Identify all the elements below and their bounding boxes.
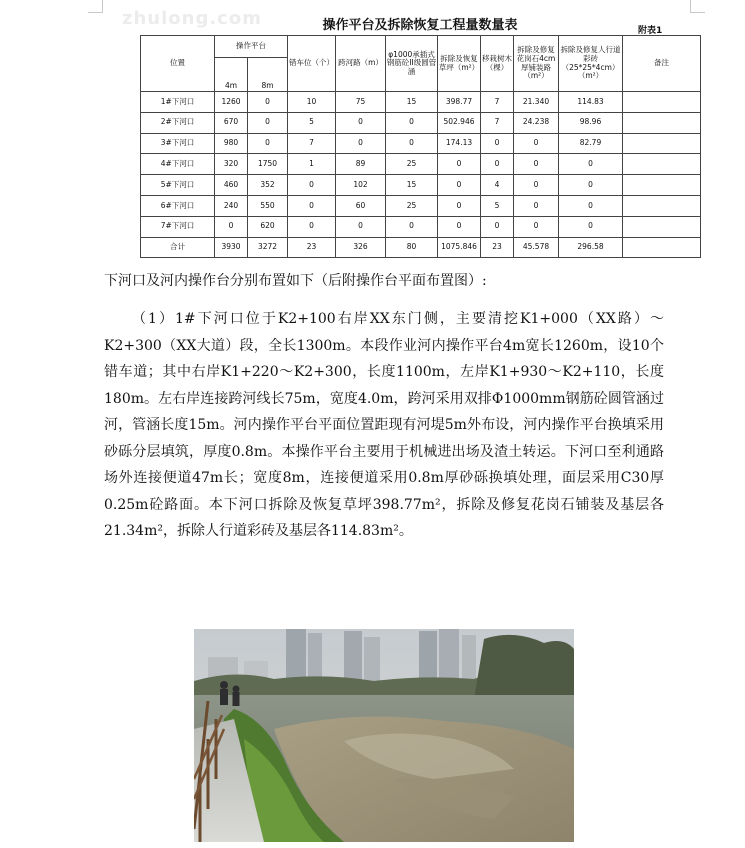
header-platform-8m: 8m <box>248 58 288 92</box>
table-cell-culvert: 0 <box>386 133 438 154</box>
table-cell-lawn: 0 <box>438 175 481 196</box>
header-platform-4m: 4m <box>215 58 248 92</box>
table-cell-position: 3#下河口 <box>141 133 215 154</box>
table-cell-culvert: 0 <box>386 112 438 133</box>
table-cell-remark <box>623 112 701 133</box>
table-cell-road: 0 <box>336 216 386 237</box>
table-cell-road: 60 <box>336 195 386 216</box>
table-cell-position: 合计 <box>141 237 215 258</box>
table-cell-granite: 0 <box>514 175 559 196</box>
table-cell-sidewalk: 82.79 <box>559 133 623 154</box>
table-cell-granite: 24.238 <box>514 112 559 133</box>
table-cell-bay: 5 <box>288 112 336 133</box>
description-block <box>104 306 664 545</box>
table-cell-granite: 0 <box>514 154 559 175</box>
table-cell-bay: 0 <box>288 195 336 216</box>
table-cell-lawn: 1075.846 <box>438 237 481 258</box>
table-cell-granite: 45.578 <box>514 237 559 258</box>
table-cell-m4: 670 <box>215 112 248 133</box>
table-cell-trees: 4 <box>481 175 514 196</box>
header-platform: 操作平台 <box>215 36 288 58</box>
photo-image <box>194 629 574 842</box>
header-sidewalk: 拆除及修复人行道彩砖（25*25*4cm）（m²） <box>559 36 623 92</box>
table-cell-remark <box>623 154 701 175</box>
table-cell-remark <box>623 133 701 154</box>
table-cell-m8: 0 <box>248 133 288 154</box>
header-granite: 拆除及修复花岗石4cm厚铺装路（m²） <box>514 36 559 92</box>
table-cell-culvert: 0 <box>386 216 438 237</box>
table-cell-trees: 23 <box>481 237 514 258</box>
table-cell-road: 326 <box>336 237 386 258</box>
table-cell-culvert: 15 <box>386 92 438 113</box>
table-cell-lawn: 0 <box>438 154 481 175</box>
header-lawn: 拆除及恢复草坪（m²） <box>438 36 481 92</box>
header-trees: 移栽树木（棵） <box>481 36 514 92</box>
table-cell-m8: 352 <box>248 175 288 196</box>
table-cell-granite: 21.340 <box>514 92 559 113</box>
table-cell-trees: 7 <box>481 92 514 113</box>
table-cell-sidewalk: 0 <box>559 216 623 237</box>
table-cell-m4: 320 <box>215 154 248 175</box>
table-row <box>141 112 701 133</box>
table-cell-sidewalk: 0 <box>559 154 623 175</box>
table-row <box>141 92 701 113</box>
header-passing-bay: 错车位（个） <box>288 36 336 92</box>
watermark: zhulong.com <box>122 8 262 29</box>
table-row <box>141 133 701 154</box>
table-cell-m8: 620 <box>248 216 288 237</box>
table-row <box>141 195 701 216</box>
table-cell-culvert: 80 <box>386 237 438 258</box>
table-cell-trees: 0 <box>481 154 514 175</box>
table-cell-m8: 1750 <box>248 154 288 175</box>
table-cell-trees: 5 <box>481 195 514 216</box>
table-cell-m4: 460 <box>215 175 248 196</box>
table-cell-culvert: 25 <box>386 195 438 216</box>
table-cell-trees: 7 <box>481 112 514 133</box>
description-paragraph: （1）1#下河口位于K2+100右岸XX东门侧，主要清挖K1+000（XX路）～K2+300（XX大道）段，全长1300m。本段作业河内操作平台4m宽长1260m，设10个错车道；其中右岸K1+220～K2+300，长度1100m，左岸K1+930～K2+110，长度180m。左右岸连接跨河线长75m，宽度4.0m，跨河采用双排Φ1000mm钢筋砼圆管涵过河，管涵长度15m。河内操作平台平面位置距现有河堤5m外布设，河内操作平台换填采用砂砾分层填筑，厚度0.8m。本操作平台主要用于机械进出场及渣土转运。下河口至利通路场外连接便道47m长；宽度8m，连接便道采用0.8m厚砂砾换填处理，面层采用C30厚0.25m砼路面。本下河口拆除及恢复草坪398.77m²，拆除及修复花岗石铺装及基层各21.34m²，拆除人行道彩砖及基层各114.83m²。 <box>104 311 664 539</box>
table-cell-m8: 0 <box>248 112 288 133</box>
table-cell-bay: 23 <box>288 237 336 258</box>
table-cell-position: 7#下河口 <box>141 216 215 237</box>
table-appendix-label: 附表1 <box>638 26 663 36</box>
header-position: 位置 <box>141 36 215 92</box>
table-cell-m4: 0 <box>215 216 248 237</box>
table-cell-remark <box>623 237 701 258</box>
table-cell-m4: 240 <box>215 195 248 216</box>
table-cell-remark <box>623 92 701 113</box>
table-cell-remark <box>623 216 701 237</box>
table-cell-granite: 0 <box>514 195 559 216</box>
table-cell-lawn: 398.77 <box>438 92 481 113</box>
table-cell-lawn: 0 <box>438 216 481 237</box>
header-remark: 备注 <box>623 36 701 92</box>
table-cell-position: 2#下河口 <box>141 112 215 133</box>
table-cell-road: 0 <box>336 112 386 133</box>
table-cell-sidewalk: 0 <box>559 175 623 196</box>
header-culvert: φ1000承插式钢筋砼II级圆管涵 <box>386 36 438 92</box>
table-cell-remark <box>623 175 701 196</box>
table-cell-m4: 3930 <box>215 237 248 258</box>
table-cell-road: 75 <box>336 92 386 113</box>
table-title: 操作平台及拆除恢复工程量数量表 <box>322 18 518 33</box>
table-cell-lawn: 0 <box>438 195 481 216</box>
table-cell-bay: 10 <box>288 92 336 113</box>
table-cell-position: 5#下河口 <box>141 175 215 196</box>
table-row <box>141 237 701 258</box>
table-cell-sidewalk: 114.83 <box>559 92 623 113</box>
table-cell-position: 6#下河口 <box>141 195 215 216</box>
table-cell-road: 0 <box>336 133 386 154</box>
quantity-table <box>140 35 701 258</box>
table-cell-road: 102 <box>336 175 386 196</box>
table-cell-culvert: 15 <box>386 175 438 196</box>
page-corner-mark-left <box>88 0 103 13</box>
table-cell-bay: 0 <box>288 175 336 196</box>
page-corner-mark-right <box>690 0 705 13</box>
river-site-photo <box>194 629 574 842</box>
table-cell-remark <box>623 195 701 216</box>
table-cell-m8: 3272 <box>248 237 288 258</box>
table-cell-position: 4#下河口 <box>141 154 215 175</box>
table-cell-lawn: 502.946 <box>438 112 481 133</box>
table-cell-sidewalk: 0 <box>559 195 623 216</box>
table-row <box>141 154 701 175</box>
header-bridge-road: 跨河路（m） <box>336 36 386 92</box>
intro-line: 下河口及河内操作台分别布置如下（后附操作台平面布置图）: <box>104 273 487 289</box>
table-cell-sidewalk: 296.58 <box>559 237 623 258</box>
table-row <box>141 216 701 237</box>
table-row <box>141 175 701 196</box>
table-cell-bay: 7 <box>288 133 336 154</box>
table-cell-sidewalk: 98.96 <box>559 112 623 133</box>
table-cell-m4: 980 <box>215 133 248 154</box>
table-cell-granite: 0 <box>514 133 559 154</box>
table-cell-m4: 1260 <box>215 92 248 113</box>
table-cell-m8: 0 <box>248 92 288 113</box>
table-cell-culvert: 25 <box>386 154 438 175</box>
table-cell-bay: 0 <box>288 216 336 237</box>
table-cell-granite: 0 <box>514 216 559 237</box>
table-cell-position: 1#下河口 <box>141 92 215 113</box>
table-cell-trees: 0 <box>481 216 514 237</box>
table-cell-bay: 1 <box>288 154 336 175</box>
table-cell-lawn: 174.13 <box>438 133 481 154</box>
table-cell-trees: 0 <box>481 133 514 154</box>
table-cell-m8: 550 <box>248 195 288 216</box>
table-cell-road: 89 <box>336 154 386 175</box>
